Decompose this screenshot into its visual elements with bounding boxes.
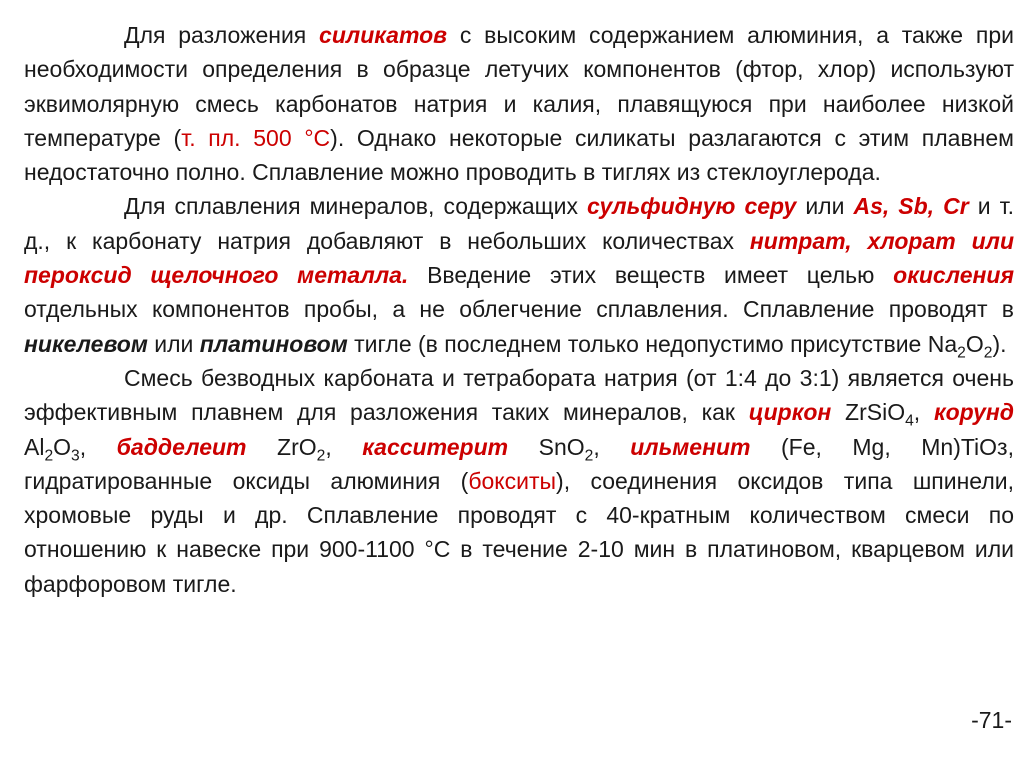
paragraph-2: [24, 189, 1014, 360]
text-run: Смесь безводных карбоната и тетрабората натрия (от 1:4 до 3:1) является очень эффективным плавнем для разложения таких минералов, как: [24, 364, 1014, 426]
text-run: Введение этих веществ имеет целью: [408, 262, 894, 289]
text-run: ,: [325, 433, 363, 460]
text-run: ZrSiO: [831, 399, 906, 426]
subscript: 3: [71, 447, 80, 465]
keyword-silicates: силикатов: [319, 22, 448, 48]
keyword-cassiterite: касситерит: [362, 433, 509, 460]
text-run: Al: [24, 433, 45, 460]
keyword-nickel: никелевом: [24, 330, 148, 357]
text-run: Для сплавления минералов, содержащих: [124, 193, 587, 220]
page-number: -71-: [971, 707, 1012, 733]
subscript: 2: [44, 447, 54, 465]
text-run: ), соединения оксидов типа шпинели, хромовые руды и др. Сплавление проводят с 40-кратным количеством смеси по отношению к навеске при 900-1100 °С в течение 2-10 мин в платиновом, кварцевом или фарфоровом тигле.: [24, 467, 1014, 597]
paragraph-3: [24, 361, 1014, 601]
text-run: O: [965, 330, 984, 357]
text-run: или: [147, 330, 200, 357]
keyword-zircon: циркон: [748, 399, 832, 426]
text-run: ,: [913, 399, 934, 426]
text-run: тигле (в последнем только недопустимо присутствие Na: [347, 330, 958, 357]
subscript: 2: [584, 447, 594, 465]
text-run: ,: [79, 433, 117, 460]
keyword-corundum: корунд: [933, 399, 1014, 426]
keyword-ilmenite: ильменит: [630, 433, 751, 460]
keyword-baddeleyite: бадделеит: [116, 433, 247, 460]
keyword-oxidation: окисления: [893, 262, 1015, 289]
text-run: ). Однако некоторые силикаты разлагаются с этим плавнем недостаточно полно. Сплавление можно проводить в тиглях из стеклоуглерода.: [24, 124, 1014, 186]
paragraph-1: [24, 18, 1014, 189]
keyword-platinum: платиновом: [199, 330, 348, 357]
text-run: ZrO: [246, 433, 317, 460]
text-run: (Fe, Mg, Mn)TiOз, гидратированные оксиды алюминия (: [24, 433, 1014, 494]
text-run: или: [796, 193, 854, 220]
text-run: отдельных компонентов пробы, а не облегчение сплавления. Сплавление проводят в: [24, 296, 1014, 323]
subscript: 2: [957, 344, 966, 362]
subscript: 4: [905, 412, 914, 430]
text-run: и т. д., к карбонату натрия добавляют в небольших количествах: [24, 193, 1014, 254]
text-run: с высоким содержанием алюминия, а также при необходимости определения в образце летучих компонентов (фтор, хлор) используют эквимолярную смесь карбонатов натрия и калия, плавящуюся при наиболее низкой температуре (: [24, 22, 1014, 151]
text-run: SnO: [508, 433, 585, 460]
subscript: 2: [316, 447, 326, 465]
text-run: ,: [593, 433, 631, 460]
text-run: Для разложения: [124, 22, 320, 48]
text-body: [24, 18, 1014, 601]
keyword-oxidizers: нитрат, хлорат или пероксид щелочного металла.: [24, 227, 1014, 289]
keyword-sulfide-sulfur: сульфидную серу: [586, 193, 797, 220]
text-run: O: [53, 433, 72, 460]
keyword-elements: As, Sb, Cr: [853, 193, 969, 220]
subscript: 2: [983, 344, 993, 362]
keyword-bauxites: бокситы: [468, 467, 557, 494]
melting-point: т. пл. 500 °С: [181, 124, 331, 151]
text-run: ).: [992, 330, 1007, 357]
